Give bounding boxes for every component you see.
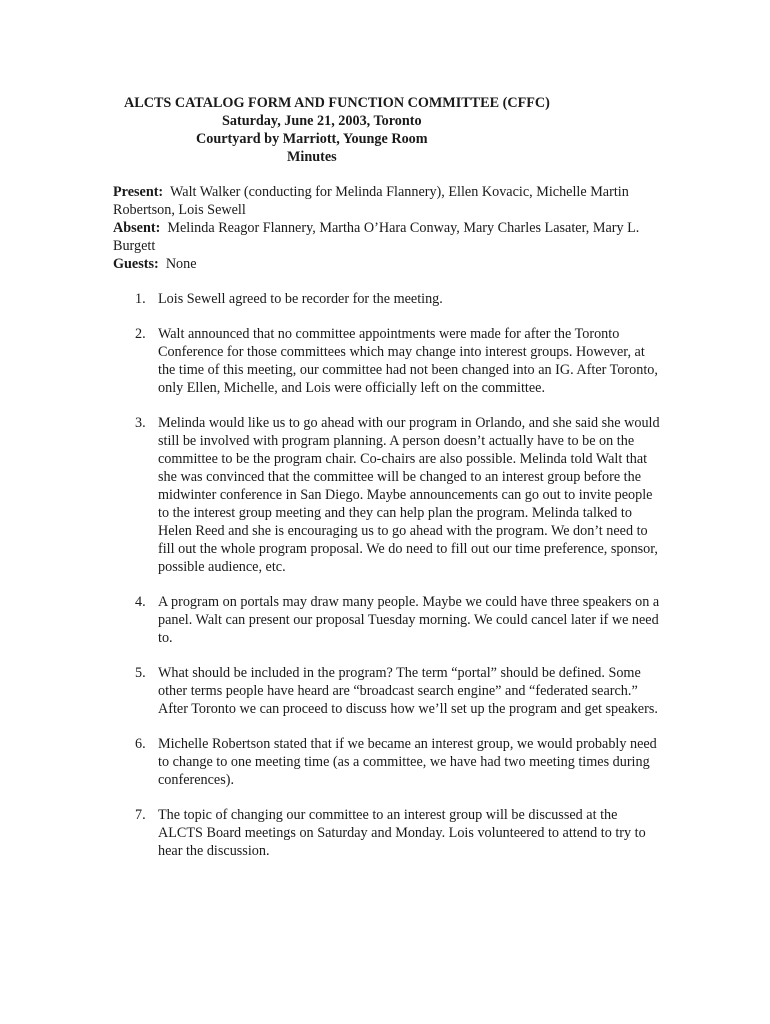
document-title: ALCTS CATALOG FORM AND FUNCTION COMMITTEE (CFFC) xyxy=(124,95,550,111)
guests-names: None xyxy=(165,256,197,272)
attendance-block xyxy=(113,183,643,273)
item-text: What should be included in the program? The term “portal” should be defined. Some other terms people have heard are “broadcast search engine” and “federated search.” After Toronto we can proceed to discuss how we’ll set up the program and get speakers. xyxy=(158,665,658,717)
minutes-item xyxy=(113,664,661,718)
item-text: Walt announced that no committee appointments were made for after the Toronto Conference for those committees which may change into interest groups. However, at the time of this meeting, our committee had not been changed into an IG. After Toronto, only Ellen, Michelle, and Lois were officially left on the committee. xyxy=(158,326,658,396)
minutes-item xyxy=(113,593,661,647)
minutes-items-list xyxy=(113,290,661,877)
minutes-item xyxy=(113,414,661,576)
item-text: Lois Sewell agreed to be recorder for the meeting. xyxy=(158,291,443,307)
guests-line xyxy=(113,255,643,273)
item-text: Michelle Robertson stated that if we became an interest group, we would probably need to change to one meeting time (as a committee, we have had two meeting times during conferences). xyxy=(158,736,657,788)
item-number: 6. xyxy=(135,736,146,752)
minutes-item xyxy=(113,290,661,308)
minutes-item xyxy=(113,806,661,860)
item-text: A program on portals may draw many people. Maybe we could have three speakers on a panel. Walt can present our proposal Tuesday morning. We could cancel later if we need to. xyxy=(158,594,660,646)
guests-label: Guests: xyxy=(113,256,159,272)
absent-names: Melinda Reagor Flannery, Martha O’Hara Conway, Mary Charles Lasater, Mary L. Burgett xyxy=(113,220,640,254)
item-number: 1. xyxy=(135,291,146,307)
item-text: The topic of changing our committee to an interest group will be discussed at the ALCTS Board meetings on Saturday and Monday. Lois volunteered to attend to try to hear the discussion. xyxy=(158,807,646,859)
item-number: 7. xyxy=(135,807,146,823)
item-text: Melinda would like us to go ahead with our program in Orlando, and she said she would still be involved with program planning. A person doesn’t actually have to be on the committee to be the program chair. Co-chairs are also possible. Melinda told Walt that she was convinced that the committee will be changed to an interest group before the midwinter conference in San Diego. Maybe announcements can go out to invite people to the interest group meeting and they can help plan the program. Melinda talked to Helen Reed and she is encouraging us to go ahead with the program. We don’t need to fill out the whole program proposal. We do need to fill out our time preference, sponsor, possible audience, etc. xyxy=(158,415,660,575)
present-line xyxy=(113,183,643,219)
absent-label: Absent: xyxy=(113,220,161,236)
present-label: Present: xyxy=(113,184,164,200)
minutes-item xyxy=(113,325,661,397)
item-number: 3. xyxy=(135,415,146,431)
meeting-venue: Courtyard by Marriott, Younge Room xyxy=(196,131,428,147)
item-number: 5. xyxy=(135,665,146,681)
item-number: 4. xyxy=(135,594,146,610)
minutes-item xyxy=(113,735,661,789)
absent-line xyxy=(113,219,643,255)
present-names: Walt Walker (conducting for Melinda Flannery), Ellen Kovacic, Michelle Martin Robertson, Lois Sewell xyxy=(113,184,629,218)
meeting-date-location: Saturday, June 21, 2003, Toronto xyxy=(222,113,422,129)
item-number: 2. xyxy=(135,326,146,342)
document-type-heading: Minutes xyxy=(287,149,337,165)
